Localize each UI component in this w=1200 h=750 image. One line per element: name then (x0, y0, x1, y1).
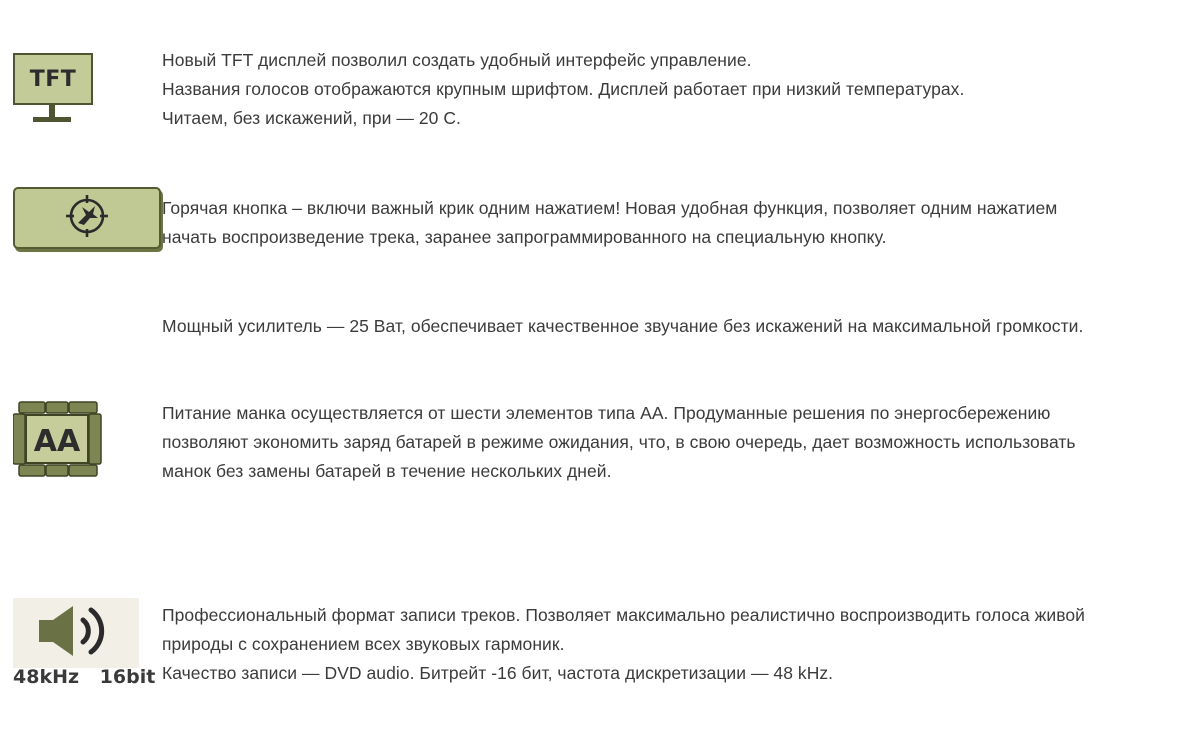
feature-line: Качество записи — DVD audio. Битрейт -16 бит, частота дискретизации — 48 kHz. (162, 663, 834, 683)
aa-battery-icon (13, 398, 103, 480)
feature-line: манок без замены батарей в течение нескольких дней. (162, 461, 612, 481)
tft-screen (13, 53, 93, 105)
feature-line: Названия голосов отображаются крупным шрифтом. Дисплей работает при низкий температурах. (162, 79, 965, 99)
feature-hot-button-description (162, 194, 1194, 252)
bit-depth-label: 16bit (99, 666, 156, 688)
feature-line: Мощный усилитель — 25 Ват, обеспечивает качественное звучание без искажений на максимальной громкости. (162, 316, 1084, 336)
feature-tft-description (162, 46, 1194, 133)
feature-line: Профессиональный формат записи треков. Позволяет максимально реалистично воспроизводить голоса живой (162, 605, 1085, 625)
feature-line: Новый TFT дисплей позволил создать удобный интерфейс управление. (162, 50, 752, 70)
feature-line: природы с сохранением всех звуковых гармоник. (162, 634, 565, 654)
aa-icon-label: AA (33, 424, 81, 459)
speaker-icon (13, 598, 156, 690)
tft-display-icon (13, 53, 91, 124)
sample-rate-label: 48kHz (13, 666, 80, 688)
speaker-icon-caption (13, 666, 156, 688)
feature-amplifier-description (162, 312, 1194, 341)
feature-aa-description (162, 399, 1194, 486)
feature-recording-description (162, 601, 1194, 688)
hot-button-shape (13, 187, 161, 249)
hot-button-icon (13, 187, 161, 252)
tft-stand-foot (33, 117, 71, 122)
aa-battery-pack-icon (13, 398, 103, 480)
feature-line: Читаем, без искажений, при — 20 С. (162, 108, 461, 128)
feature-line: Питание манка осуществляется от шести элементов типа АА. Продуманные решения по энергосбережению (162, 403, 1051, 423)
feature-line: позволяют экономить заряд батарей в режиме ожидания, что, в свою очередь, дает возможность использовать (162, 432, 1076, 452)
tft-icon-label: TFT (29, 66, 77, 92)
feature-line: начать воспроизведение трека, заранее запрограммированного на специальную кнопку. (162, 227, 887, 247)
feature-line: Горячая кнопка – включи важный крик одним нажатием! Новая удобная функция, позволяет одним нажатием (162, 198, 1058, 218)
crosshair-bird-icon (64, 193, 110, 239)
speaker-wave-icon (33, 598, 123, 664)
